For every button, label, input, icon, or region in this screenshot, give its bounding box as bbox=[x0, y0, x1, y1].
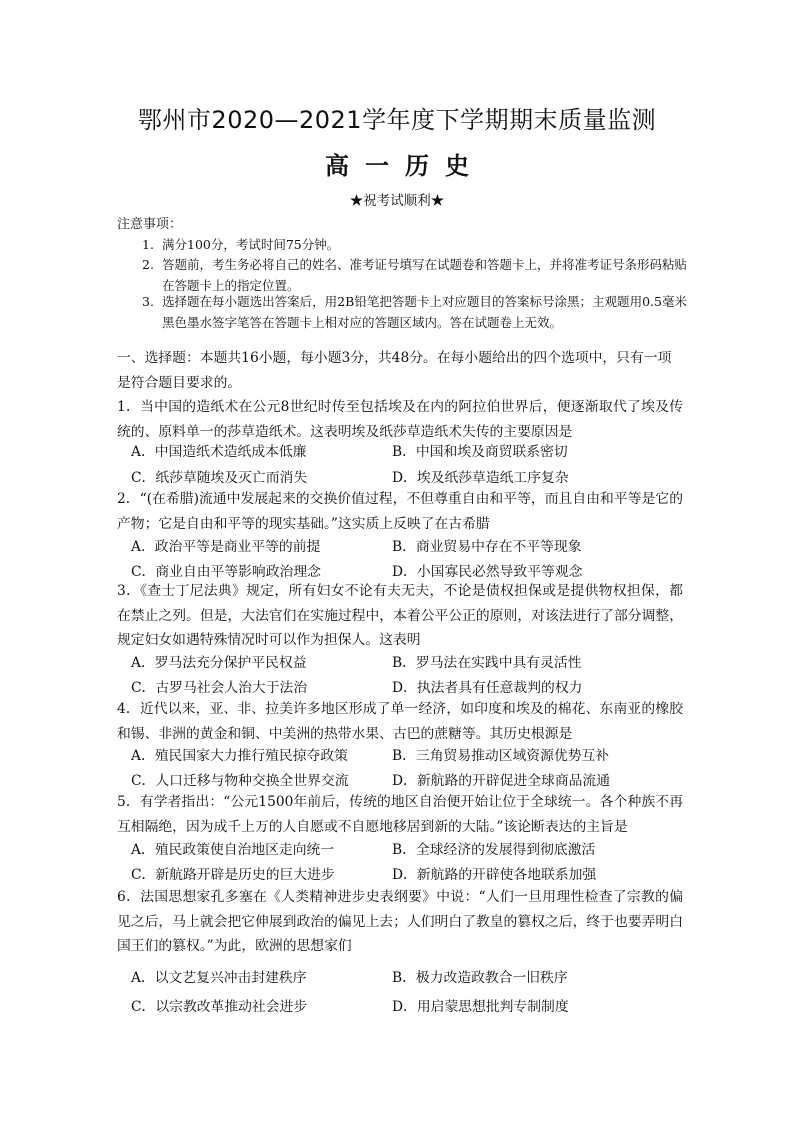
notice-item-number: 1. bbox=[142, 237, 154, 252]
question-stem: 当中国的造纸术在公元8世纪时传至包括埃及在内的阿拉伯世界后，便逐渐取代了埃及传统的、原料单一的莎草造纸术。这表明埃及纸莎草造纸术失传的主要原因是 bbox=[117, 399, 683, 440]
question-stem: 法国思想家孔多塞在《人类精神进步史表纲要》中说：“人们一旦用理性检查了宗教的偏见之后，马上就会把它伸展到政治的偏见上去；人们明白了教皇的篡权之后，终于也要弄明白国王们的篡权。”为此，欧洲的思想家们 bbox=[117, 889, 683, 954]
option-d: D．新航路的开辟使各地联系加强 bbox=[392, 867, 597, 883]
question-number: 1． bbox=[117, 399, 141, 415]
question-number: 3． bbox=[117, 583, 141, 599]
notice-item-text: 选择题在每小题选出答案后，用2B铅笔把答题卡上对应题目的答案标号涂黑；主观题用0.5毫米黑色墨水签字笔答在答题卡上相对应的答题区域内。答在试题卷上无效。 bbox=[162, 294, 687, 330]
notice-item-3 bbox=[142, 291, 687, 333]
option-d: D．埃及纸莎草造纸工序复杂 bbox=[392, 470, 569, 486]
option-d: D．新航路的开辟促进全球商品流通 bbox=[392, 773, 611, 789]
question-stem: “(在希腊)流通中发展起来的交换价值过程，不但尊重自由和平等，而且自由和平等是它的产物；它是自由和平等的现实基础。”这实质上反映了在古希腊 bbox=[117, 491, 683, 532]
option-b: B．中国和埃及商贸联系密切 bbox=[392, 444, 568, 460]
exam-subtitle: 高一历史 bbox=[325, 152, 485, 180]
question-number: 6． bbox=[117, 889, 141, 905]
option-b: B．罗马法在实践中具有灵活性 bbox=[392, 655, 582, 671]
option-d: D．执法者具有任意裁判的权力 bbox=[392, 680, 583, 696]
notice-item-number: 2. bbox=[142, 257, 154, 272]
option-d: D．小国寡民必然导致平等观念 bbox=[392, 564, 583, 580]
option-d: D．用启蒙思想批判专制制度 bbox=[392, 999, 569, 1015]
option-a: A．殖民政策使自治地区走向统一 bbox=[131, 842, 335, 858]
option-b: B．商业贸易中存在不平等现象 bbox=[392, 539, 582, 555]
option-c: C．人口迁移与物种交换全世界交流 bbox=[131, 773, 349, 789]
notice-item-text: 答题前，考生务必将自己的姓名、准考证号填写在试题卷和答题卡上，并将准考证号条形码粘贴在答题卡上的指定位置。 bbox=[162, 257, 688, 293]
notice-item-text: 满分100分，考试时间75分钟。 bbox=[162, 237, 340, 252]
question-stem: 《查士丁尼法典》规定，所有妇女不论有夫无夫，不论是债权担保或是提供物权担保，都在禁止之列。但是，大法官们在实施过程中，本着公平公正的原则，对该法进行了部分调整，规定妇女如遇特殊情况时可以作为担保人。这表明 bbox=[117, 583, 683, 648]
option-b: B．全球经济的发展得到彻底激活 bbox=[392, 842, 596, 858]
question-3 bbox=[117, 579, 683, 653]
option-a: A．中国造纸术造纸成本低廉 bbox=[131, 444, 307, 460]
notice-item-1 bbox=[142, 234, 687, 255]
option-a: A．政治平等是商业平等的前提 bbox=[131, 539, 321, 555]
option-a: A．罗马法充分保护平民权益 bbox=[131, 655, 307, 671]
option-a: A．殖民国家大力推行殖民掠夺政策 bbox=[131, 748, 348, 764]
question-number: 5． bbox=[117, 794, 140, 810]
question-stem: 有学者指出：“公元1500年前后，传统的地区自治便开始让位于全球统一。各个种族不再互相隔绝，因为成千上万的人自愿或不自愿地移居到新的大陆。”该论断表达的主旨是 bbox=[117, 794, 683, 835]
option-b: B．三角贸易推动区域资源优势互补 bbox=[392, 748, 610, 764]
option-c: C．古罗马社会人治大于法治 bbox=[131, 680, 308, 696]
option-c: C．以宗教改革推动社会进步 bbox=[131, 999, 308, 1015]
option-a: A．以文艺复兴冲击封建秩序 bbox=[131, 970, 307, 986]
notice-heading: 注意事项： bbox=[117, 217, 183, 232]
good-luck-line: ★祝考试顺利★ bbox=[349, 193, 445, 209]
question-stem: 近代以来，亚、非、拉美许多地区形成了单一经济，如印度和埃及的棉花、东南亚的橡胶和锡、非洲的黄金和铜、中美洲的热带水果、古巴的蔗糖等。其历史根源是 bbox=[117, 701, 683, 742]
exam-title: 鄂州市2020—2021学年度下学期期末质量监测 bbox=[137, 106, 657, 134]
option-c: C．新航路开辟是历史的巨大进步 bbox=[131, 867, 335, 883]
question-4 bbox=[117, 697, 683, 746]
option-b: B．极力改造政教合一旧秩序 bbox=[392, 970, 568, 986]
question-number: 2． bbox=[117, 491, 140, 507]
option-c: C．纸莎草随埃及灭亡而消失 bbox=[131, 470, 308, 486]
question-5 bbox=[117, 790, 683, 839]
question-number: 4． bbox=[117, 701, 140, 717]
notice-item-number: 3. bbox=[142, 294, 154, 309]
question-1 bbox=[117, 395, 683, 444]
option-c: C．商业自由平等影响政治理念 bbox=[131, 564, 321, 580]
section-heading: 一、选择题：本题共16小题，每小题3分，共48分。在每小题给出的四个选项中，只有一项是符合题目要求的。 bbox=[117, 350, 672, 391]
notice-item-2 bbox=[142, 254, 687, 296]
question-2 bbox=[117, 487, 683, 536]
question-6 bbox=[117, 885, 683, 959]
